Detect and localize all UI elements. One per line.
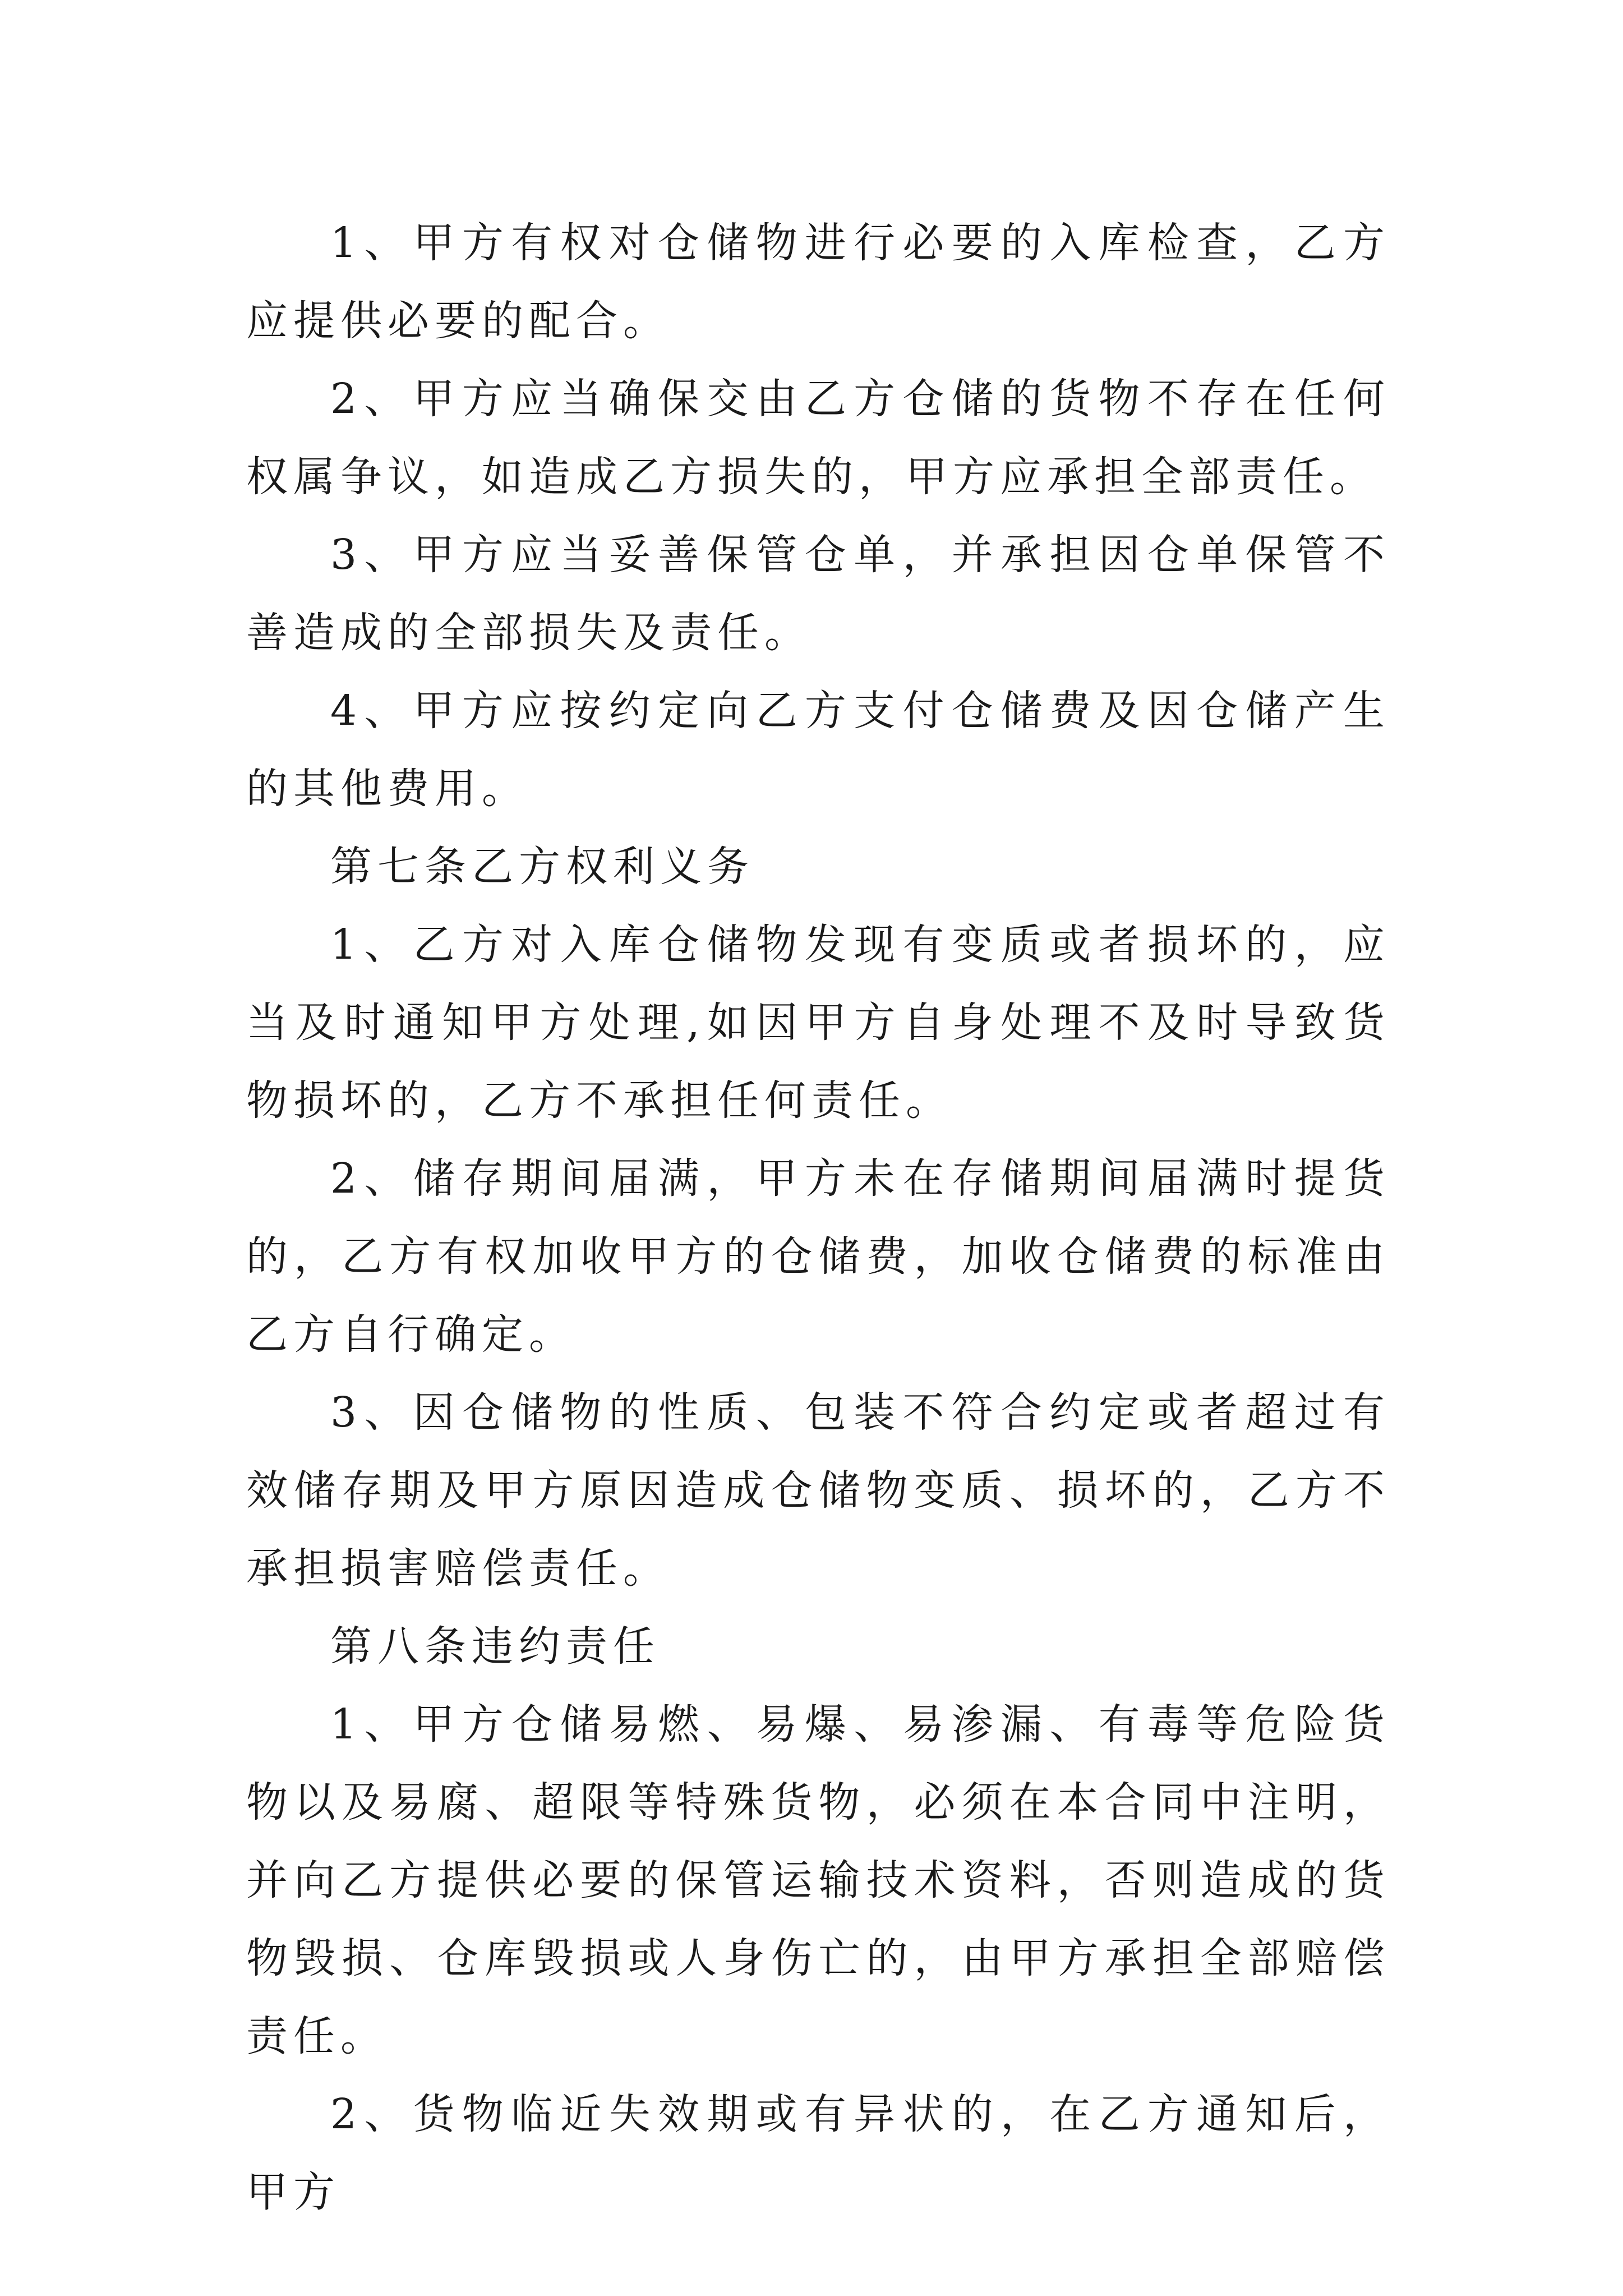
document-page (246, 204, 1390, 2231)
clause-paragraph: 2、甲方应当确保交由乙方仓储的货物不存在任何权属争议，如造成乙方损失的，甲方应承担全部责任。 (246, 375, 1390, 501)
clause-paragraph: 2、储存期间届满，甲方未在存储期间届满时提货的，乙方有权加收甲方的仓储费，加收仓储费的标准由乙方自行确定。 (246, 1154, 1390, 1359)
clause-paragraph: 1、乙方对入库仓储物发现有变质或者损坏的，应当及时通知甲方处理,如因甲方自身处理不及时导致货物损坏的，乙方不承担任何责任。 (246, 921, 1390, 1125)
clause-paragraph: 3、因仓储物的性质、包装不符合约定或者超过有效储存期及甲方原因造成仓储物变质、损坏的，乙方不承担损害赔偿责任。 (246, 1388, 1390, 1593)
clause-paragraph: 1、甲方仓储易燃、易爆、易渗漏、有毒等危险货物以及易腐、超限等特殊货物，必须在本合同中注明，并向乙方提供必要的保管运输技术资料，否则造成的货物毁损、仓库毁损或人身伤亡的，由甲方承担全部赔偿责任。 (246, 1700, 1390, 2060)
section-heading: 第八条违约责任 (330, 1622, 660, 1671)
clause-paragraph: 3、甲方应当妥善保管仓单，并承担因仓单保管不善造成的全部损失及责任。 (246, 531, 1390, 657)
clause-paragraph: 1、甲方有权对仓储物进行必要的入库检查，乙方应提供必要的配合。 (246, 219, 1390, 345)
section-heading: 第七条乙方权利义务 (330, 843, 754, 891)
clause-paragraph: 4、甲方应按约定向乙方支付仓储费及因仓储产生的其他费用。 (246, 687, 1390, 813)
clause-paragraph: 2、货物临近失效期或有异状的，在乙方通知后，甲方 (246, 2090, 1390, 2216)
